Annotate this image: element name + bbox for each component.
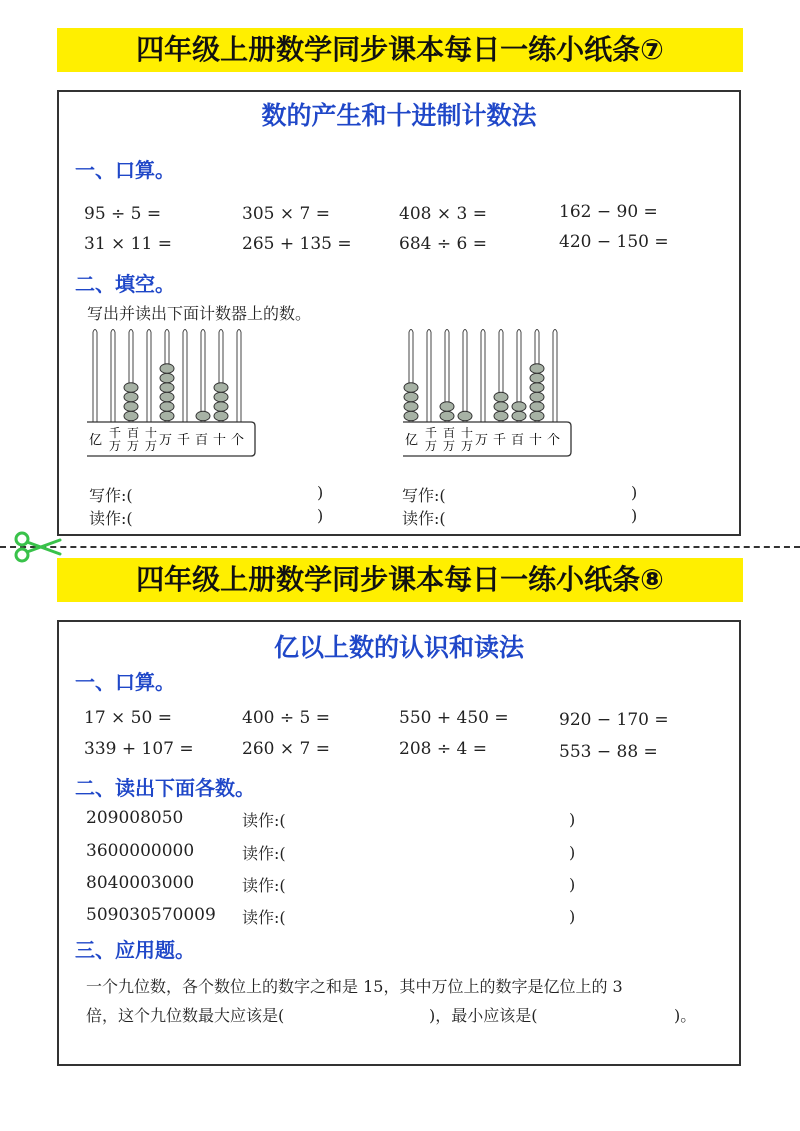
- abacus-bead: [124, 383, 138, 393]
- write-as-close-1: ): [317, 483, 324, 502]
- section-word-problem: 三、应用题。: [75, 938, 195, 962]
- place-label-bai: 百: [195, 433, 209, 448]
- card-title: 数的产生和十进制计数法: [261, 101, 537, 130]
- cut-line: [0, 546, 800, 548]
- number-item: 509030570009: [86, 905, 216, 925]
- abacus-bead: [404, 402, 418, 412]
- problem-line-2-mid: )，最小应该是(: [429, 1006, 538, 1025]
- write-as-label-2: 写作:(: [402, 486, 446, 505]
- card-title: 亿以上数的认识和读法: [273, 633, 524, 662]
- abacus-bead: [214, 383, 228, 393]
- abacus-bead: [160, 383, 174, 393]
- calc-item: 920 − 170 =: [559, 710, 669, 730]
- problem-line-1: 一个九位数，各个数位上的数字之和是 15，其中万位上的数字是亿位上的 3: [86, 977, 623, 996]
- section-oral-calc: 一、口算。: [75, 670, 175, 694]
- place-label-ge: 个: [547, 433, 561, 448]
- abacus-bead: [440, 411, 454, 421]
- counter-abacus-1: [85, 326, 260, 462]
- abacus-bead: [440, 402, 454, 412]
- problem-line-2-end: )。: [674, 1006, 697, 1025]
- abacus-bead: [404, 383, 418, 393]
- abacus-bead: [124, 392, 138, 402]
- place-label-shiwan: 十万: [145, 426, 158, 453]
- abacus-bead: [160, 364, 174, 374]
- abacus-bead: [494, 411, 508, 421]
- paper-strip-8-card: [57, 620, 741, 1066]
- section-oral-calc: 一、口算。: [75, 158, 175, 182]
- place-label-yi: 亿: [89, 433, 103, 448]
- abacus-bead: [214, 411, 228, 421]
- number-item: 8040003000: [86, 873, 195, 893]
- calc-item: 162 − 90 =: [559, 202, 658, 222]
- abacus-bead: [404, 392, 418, 402]
- read-as-label: 读作:(: [242, 876, 286, 895]
- abacus-bead: [494, 392, 508, 402]
- abacus-bead: [160, 402, 174, 412]
- calc-item: 31 × 11 =: [84, 234, 172, 254]
- abacus-bead: [530, 392, 544, 402]
- read-as-close-2: ): [631, 506, 638, 525]
- paper-strip-7-card: [57, 90, 741, 536]
- instruction-text: 写出并读出下面计数器上的数。: [87, 304, 312, 323]
- calc-item: 553 − 88 =: [559, 742, 658, 762]
- calc-item: 420 − 150 =: [559, 232, 669, 252]
- abacus-bead: [160, 373, 174, 383]
- abacus-bead: [512, 402, 526, 412]
- read-as-close: ): [569, 810, 576, 829]
- abacus-bead: [494, 402, 508, 412]
- abacus-bead: [196, 411, 210, 421]
- calc-item: 208 ÷ 4 =: [399, 739, 487, 759]
- paper-strip-8-banner: 四年级上册数学同步课本每日一练小纸条⑧: [57, 558, 743, 602]
- counter-abacus-2: [401, 326, 576, 462]
- calc-item: 95 ÷ 5 =: [84, 204, 162, 224]
- read-as-label: 读作:(: [242, 908, 286, 927]
- calc-item: 265 + 135 =: [242, 234, 352, 254]
- place-label-qian: 千: [177, 433, 191, 448]
- scissors-icon: [12, 530, 62, 564]
- calc-item: 17 × 50 =: [84, 708, 172, 728]
- abacus-bead: [530, 411, 544, 421]
- read-as-close: ): [569, 907, 576, 926]
- calc-item: 684 ÷ 6 =: [399, 234, 487, 254]
- abacus-bead: [530, 402, 544, 412]
- abacus-bead: [160, 411, 174, 421]
- place-label-bai: 百: [511, 433, 525, 448]
- calc-item: 408 × 3 =: [399, 204, 487, 224]
- place-label-yi: 亿: [405, 433, 419, 448]
- paper-strip-7-banner: 四年级上册数学同步课本每日一练小纸条⑦: [57, 28, 743, 72]
- abacus-bead: [530, 364, 544, 374]
- place-label-baiwan: 百万: [127, 426, 140, 453]
- read-as-close-1: ): [317, 506, 324, 525]
- abacus-bead: [124, 402, 138, 412]
- abacus-bead: [512, 411, 526, 421]
- abacus-bead: [124, 411, 138, 421]
- read-as-label: 读作:(: [242, 811, 286, 830]
- write-as-close-2: ): [631, 483, 638, 502]
- abacus-bead: [214, 392, 228, 402]
- abacus-bead: [458, 411, 472, 421]
- calc-item: 400 ÷ 5 =: [242, 708, 330, 728]
- place-label-shiwan: 十万: [461, 426, 474, 453]
- place-label-baiwan: 百万: [443, 426, 456, 453]
- place-label-shi: 十: [529, 433, 543, 448]
- abacus-bead: [214, 402, 228, 412]
- read-as-label: 读作:(: [242, 844, 286, 863]
- section-read-numbers: 二、读出下面各数。: [75, 776, 255, 800]
- abacus-bead: [404, 411, 418, 421]
- write-as-label-1: 写作:(: [89, 486, 133, 505]
- read-as-label-2: 读作:(: [402, 509, 446, 528]
- calc-item: 550 + 450 =: [399, 708, 509, 728]
- section-fill-blank: 二、填空。: [75, 272, 175, 296]
- place-label-qian: 千: [493, 433, 507, 448]
- calc-item: 305 × 7 =: [242, 204, 330, 224]
- abacus-bead: [160, 392, 174, 402]
- calc-item: 339 + 107 =: [84, 739, 194, 759]
- place-label-wan: 万: [475, 433, 489, 448]
- number-item: 3600000000: [86, 841, 195, 861]
- place-label-ge: 个: [231, 433, 245, 448]
- place-label-shi: 十: [213, 433, 227, 448]
- place-label-wan: 万: [159, 433, 173, 448]
- read-as-close: ): [569, 843, 576, 862]
- problem-line-2-start: 倍，这个九位数最大应该是(: [86, 1006, 285, 1025]
- abacus-bead: [530, 383, 544, 393]
- read-as-label-1: 读作:(: [89, 509, 133, 528]
- place-label-qianwan: 千万: [109, 426, 122, 453]
- number-item: 209008050: [86, 808, 184, 828]
- calc-item: 260 × 7 =: [242, 739, 330, 759]
- read-as-close: ): [569, 875, 576, 894]
- abacus-bead: [530, 373, 544, 383]
- place-label-qianwan: 千万: [425, 426, 438, 453]
